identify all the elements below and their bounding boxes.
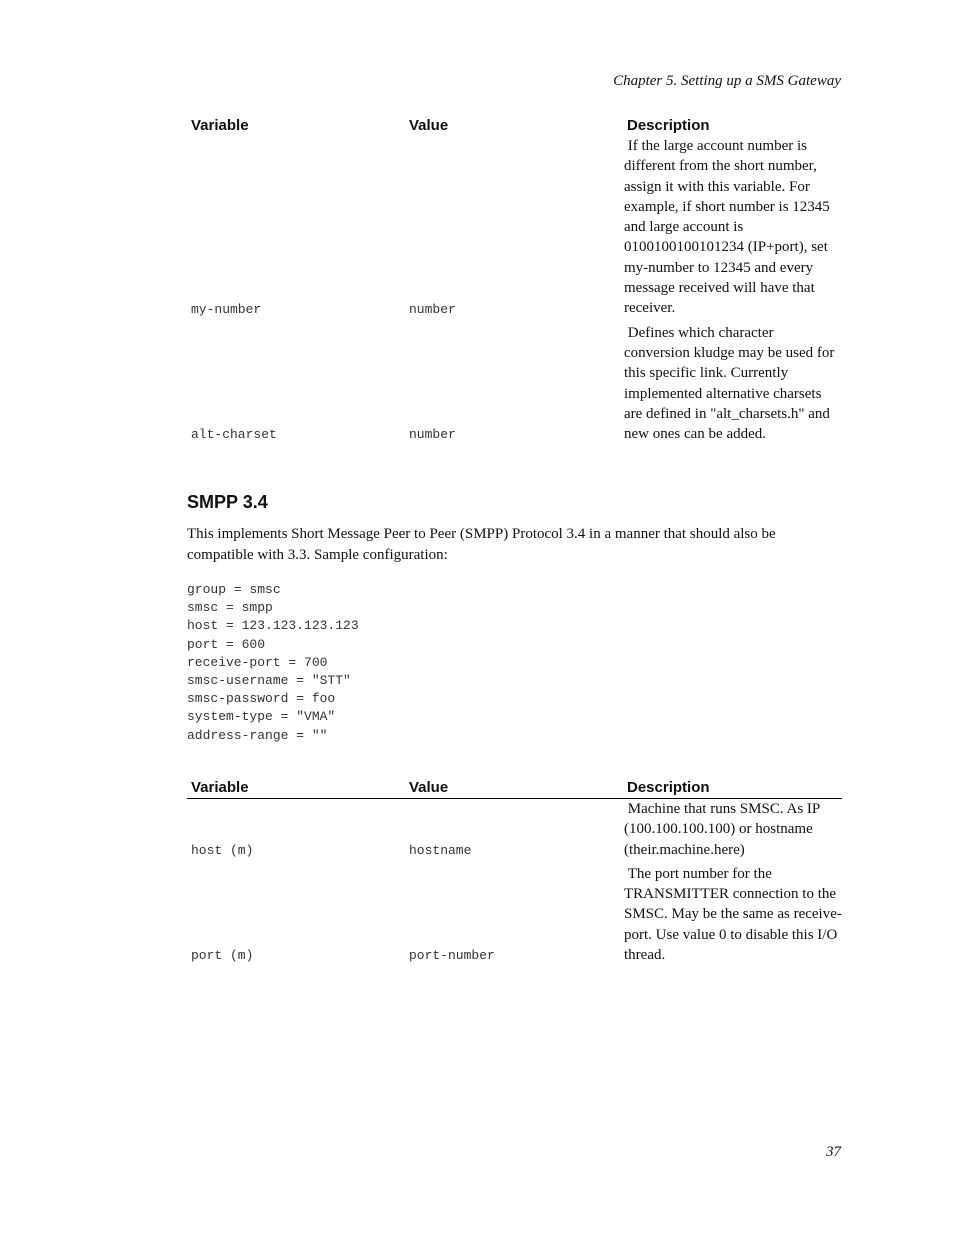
variable-cell: my-number [191,301,262,317]
variables-table-1 [187,114,842,448]
section-title: SMPP 3.4 [187,492,268,512]
variables-table-2 [187,776,842,969]
column-header-variable: Variable [191,779,249,796]
config-code-block [187,581,359,745]
description-cell [623,864,842,969]
variable-cell: host (m) [191,842,254,858]
table-header-row [187,776,842,799]
column-header-variable: Variable [191,117,249,134]
table-row [187,864,842,969]
column-header-description: Description [627,779,710,796]
code-line: host = 123.123.123.123 [187,618,359,634]
code-line: receive-port = 700 [187,654,328,670]
code-line: system-type = "VMA" [187,709,336,725]
description-text: The port number for the TRANSMITTER connection to the SMSC. May be the same as receive-port. Use value 0 to disable this I/O thread. [624,865,842,964]
description-text: Machine that runs SMSC. As IP (100.100.100.100) or hostname (their.machine.here) [624,801,824,858]
table-row [187,799,842,864]
section-intro: This implements Short Message Peer to Peer (SMPP) Protocol 3.4 in a manner that should also be compatible with 3.3. Sample configuration: [187,526,776,563]
page-number: 37 [826,1144,841,1160]
table-header-row [187,114,842,136]
running-header: Chapter 5. Setting up a SMS Gateway [613,73,841,89]
code-line: group = smsc [187,582,281,597]
column-header-value: Value [409,117,449,134]
code-line: smsc-password = foo [187,691,336,707]
value-cell: number [409,301,456,317]
description-text: Defines which character conversion kludge may be used for this specific link. Currently implemented alternative charsets are defined in "alt_charsets.h" and new ones can be added. [624,324,839,443]
table-row [187,136,842,323]
code-line: smsc-username = "STT" [187,673,351,689]
description-text: If the large account number is different from the short number, assign it with this variable. For example, if short number is 12345 and large account is 0100100100101234 (IP+port), set my-number to 12345 and every message received will have that receiver. [624,138,834,317]
description-cell [623,323,842,449]
description-cell [623,799,842,864]
variable-cell: port (m) [191,948,254,964]
column-header-value: Value [409,779,449,796]
variable-cell: alt-charset [191,427,277,443]
description-cell [623,136,842,323]
code-line: port = 600 [187,636,266,652]
column-header-description: Description [627,117,710,134]
value-cell: hostname [409,842,472,858]
code-line: smsc = smpp [187,600,273,616]
table-row [187,323,842,449]
code-line: address-range = "" [187,727,328,743]
value-cell: port-number [409,948,495,964]
value-cell: number [409,427,456,443]
